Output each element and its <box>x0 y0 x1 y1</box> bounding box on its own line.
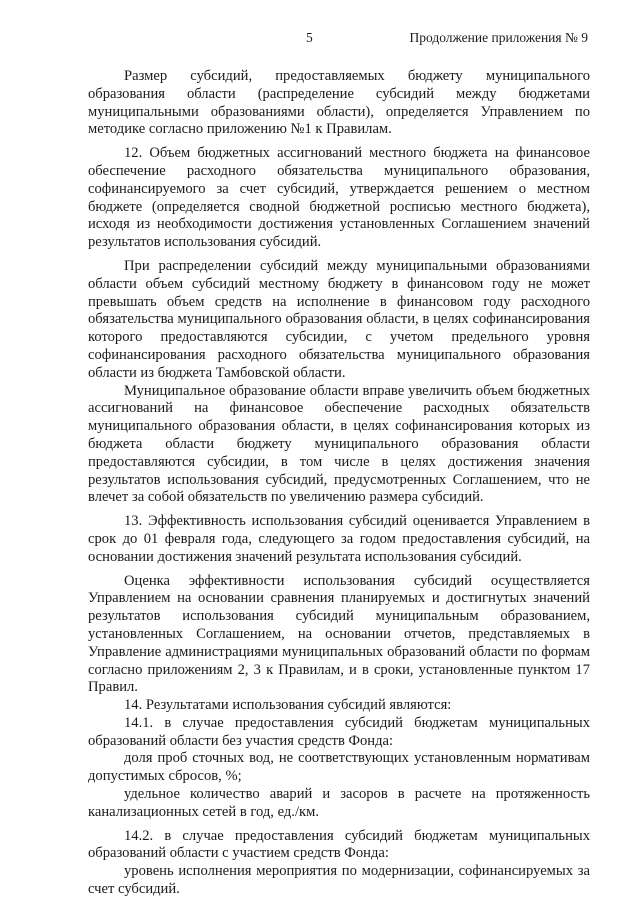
paragraph-14-2: 14.2. в случае предоставления субсидий бюджетам муниципальных образований области с участием средств Фонда: <box>88 827 590 862</box>
paragraph-municipal-right: Муниципальное образование области вправе увеличить объем бюджетных ассигнований на финансовое обеспечение расходных обязательств муниципального образования области, в целях софинансирования которых из бюджета области бюджету муниципального образования области предоставляются субсидии, в том числе в целях достижения значения результатов использования субсидий, предусмотренных Соглашением, что не влечет за собой обязательств по увеличению размера субсидий. <box>88 382 590 506</box>
document-body <box>88 68 590 899</box>
paragraph-13: 13. Эффективность использования субсидий оценивается Управлением в срок до 01 февраля года, следующего за годом предоставления субсидий, на основании достижения значений результата использования субсидий. <box>88 513 590 565</box>
paragraph-indicator-accidents: удельное количество аварий и засоров в расчете на протяженность канализационных сетей в год, ед./км. <box>88 786 590 820</box>
paragraph-12: 12. Объем бюджетных ассигнований местного бюджета на финансовое обеспечение расходного обязательства муниципального образования, софинансируемого за счет субсидий, утверждается решением о местном бюджете (определяется сводной бюджетной росписью местного бюджета), исходя из необходимости достижения установленных Соглашением значений результатов использования субсидий. <box>88 145 590 251</box>
page-number: 5 <box>306 30 313 45</box>
paragraph-14: 14. Результатами использования субсидий являются: <box>124 697 452 714</box>
appendix-continuation-label: Продолжение приложения № 9 <box>409 30 588 45</box>
paragraph-indicator-wastewater: доля проб сточных вод, не соответствующих установленным нормативам допустимых сбросов, %; <box>88 750 590 785</box>
page-header <box>0 30 640 50</box>
paragraph-14-1: 14.1. в случае предоставления субсидий бюджетам муниципальных образований области без участия средств Фонда: <box>88 714 590 749</box>
paragraph-distribution: При распределении субсидий между муниципальными образованиями области объем субсидий местному бюджету в финансовом году не может превышать объем средств на исполнение в финансовом году расходного обязательства муниципального образования области, в целях софинансирования которого предоставляются субсидии, с учетом предельного уровня софинансирования расходного обязательства муниципального образования области из бюджета Тамбовской области. <box>88 257 590 381</box>
paragraph-subsidy-size: Размер субсидий, предоставляемых бюджету муниципального образования области (распределение субсидий между бюджетами муниципальными образованиями области), определяется Управлением по методике согласно приложению №1 к Правилам. <box>88 68 590 138</box>
paragraph-indicator-modernization: уровень исполнения мероприятия по модернизации, софинансируемых за счет субсидий. <box>88 863 590 898</box>
paragraph-efficiency-assessment: Оценка эффективности использования субсидий осуществляется Управлением на основании сравнения планируемых и достигнутых значений результатов использования субсидий муниципальным образованием, установленных Соглашением, на основании отчетов, представляемых в Управление администрациями муниципальных образований области по формам согласно приложениям 2, 3 к Правилам, и в сроки, установленные пунктом 17 Правил. <box>88 572 590 696</box>
